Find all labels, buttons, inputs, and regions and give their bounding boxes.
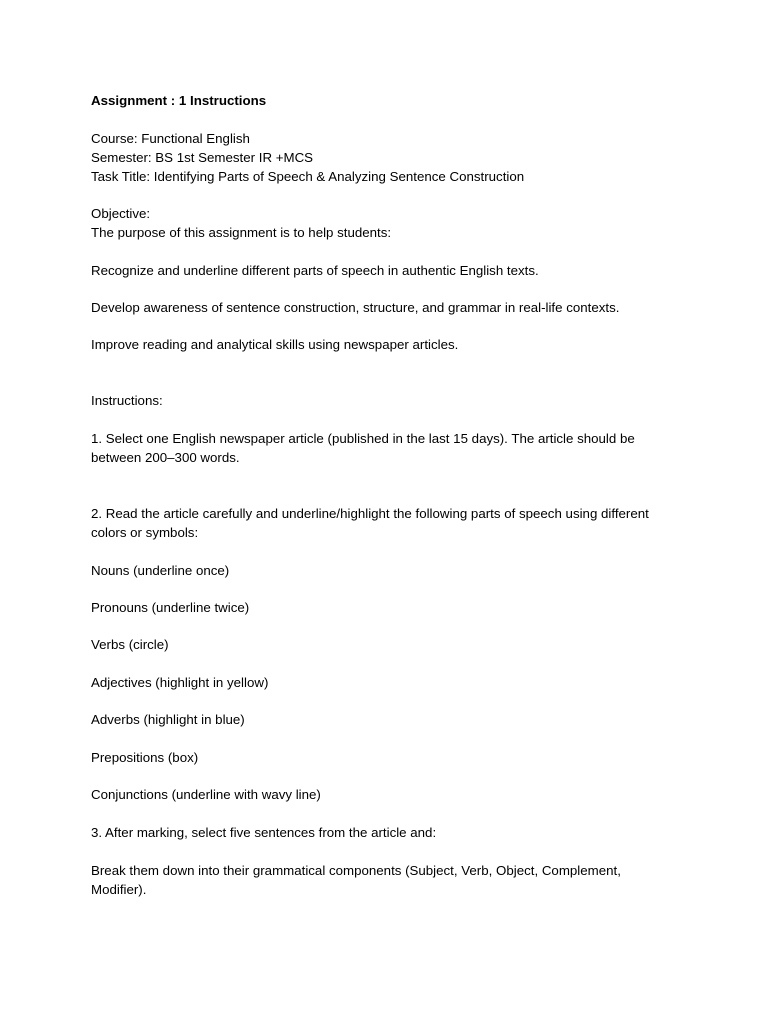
semester-line: Semester: BS 1st Semester IR +MCS xyxy=(91,150,314,165)
step1-line2: between 200–300 words. xyxy=(91,450,240,465)
instructions-heading: Instructions: xyxy=(91,393,163,408)
objective-intro: The purpose of this assignment is to help students: xyxy=(91,225,392,240)
objective-item: Improve reading and analytical skills using newspaper articles. xyxy=(91,337,459,352)
part-of-speech-item: Pronouns (underline twice) xyxy=(91,600,250,615)
objective-heading: Objective: xyxy=(91,206,151,221)
step3-sub-line2: Modifier). xyxy=(91,882,147,897)
step2-line1: 2. Read the article carefully and underline/highlight the following parts of speech using different xyxy=(91,506,649,521)
task-title-line: Task Title: Identifying Parts of Speech & Analyzing Sentence Construction xyxy=(91,169,525,184)
part-of-speech-item: Conjunctions (underline with wavy line) xyxy=(91,787,321,802)
step3-line: 3. After marking, select five sentences from the article and: xyxy=(91,825,437,840)
part-of-speech-item: Verbs (circle) xyxy=(91,637,169,652)
part-of-speech-item: Adjectives (highlight in yellow) xyxy=(91,675,269,690)
part-of-speech-item: Nouns (underline once) xyxy=(91,563,230,578)
assignment-title: Assignment : 1 Instructions xyxy=(91,93,267,108)
part-of-speech-item: Prepositions (box) xyxy=(91,750,199,765)
step3-sub-line1: Break them down into their grammatical components (Subject, Verb, Object, Complement, xyxy=(91,863,621,878)
step1-line1: 1. Select one English newspaper article (published in the last 15 days). The article should be xyxy=(91,431,635,446)
course-line: Course: Functional English xyxy=(91,131,250,146)
step2-line2: colors or symbols: xyxy=(91,525,199,540)
objective-item: Develop awareness of sentence construction, structure, and grammar in real-life contexts. xyxy=(91,300,620,315)
objective-item: Recognize and underline different parts of speech in authentic English texts. xyxy=(91,263,539,278)
part-of-speech-item: Adverbs (highlight in blue) xyxy=(91,712,245,727)
